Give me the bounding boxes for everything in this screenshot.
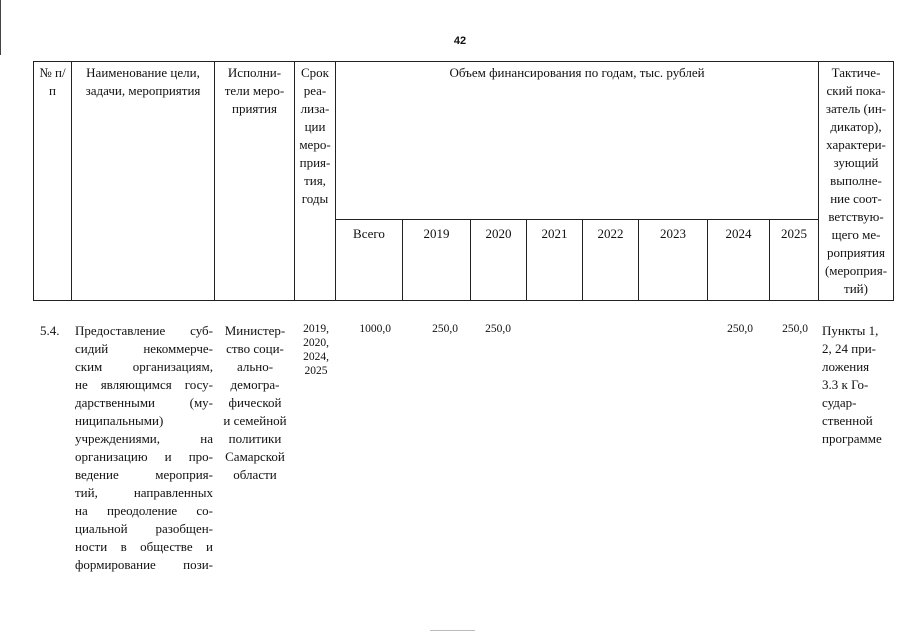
row-executor bbox=[215, 322, 295, 484]
row-name-line: ности в обществе и bbox=[75, 539, 213, 554]
row-executor-line: ально- bbox=[236, 359, 274, 374]
row-term-line: 2019, bbox=[303, 323, 329, 335]
row-executor-line: области bbox=[233, 467, 277, 482]
scan-edge-left bbox=[0, 0, 1, 55]
row-value-2019: 250,0 bbox=[432, 323, 458, 335]
scan-edge-bottom bbox=[430, 630, 475, 631]
row-term bbox=[297, 322, 335, 378]
row-term-line: 2024, bbox=[303, 351, 329, 363]
header-year-2024: 2024 bbox=[708, 220, 770, 301]
row-name-line: Предоставление суб- bbox=[75, 323, 213, 338]
row-name-line: не являющимся госу- bbox=[75, 377, 213, 392]
row-indicator-line: программе bbox=[822, 431, 882, 446]
header-year-2020: 2020 bbox=[471, 220, 527, 301]
row-name bbox=[75, 322, 213, 574]
row-indicator-line: судар- bbox=[822, 395, 857, 410]
row-value-2024: 250,0 bbox=[727, 323, 753, 335]
row-executor-line: ство соци- bbox=[226, 341, 284, 356]
row-name-line: циальной разобщен- bbox=[75, 521, 213, 536]
header-indicator: Тактиче-ский пока-затель (ин-дикатор), характери-зующий выполне-ние соот-ветствую-щего ме-роприятия (мероприя-тий) bbox=[819, 62, 894, 301]
header-table bbox=[33, 61, 894, 301]
row-name-line: учреждениями, на bbox=[75, 431, 213, 446]
row-executor-line: Министер- bbox=[224, 323, 286, 338]
row-value-2025: 250,0 bbox=[782, 323, 808, 335]
row-indicator bbox=[822, 322, 898, 448]
header-term: Срок реа-лиза-ции меро-прия-тия, годы bbox=[295, 62, 336, 301]
row-indicator-line: 3.3 к Го- bbox=[822, 377, 869, 392]
row-name-line: тий, направленных bbox=[75, 485, 213, 500]
row-name-line: на преодоление со- bbox=[75, 503, 213, 518]
header-year-2022: 2022 bbox=[583, 220, 639, 301]
row-name-line: дарственными (му- bbox=[75, 395, 213, 410]
header-year-2023: 2023 bbox=[639, 220, 708, 301]
row-term-line: 2025 bbox=[304, 365, 328, 377]
row-number: 5.4. bbox=[40, 323, 60, 338]
page-number: 42 bbox=[453, 35, 467, 47]
row-indicator-line: 2, 24 при- bbox=[822, 341, 876, 356]
row-executor-line: демогра- bbox=[230, 377, 280, 392]
row-name-line: формирование пози- bbox=[75, 557, 213, 572]
row-name-line: ским организациям, bbox=[75, 359, 213, 374]
row-name-line: сидий некоммерче- bbox=[75, 341, 213, 356]
row-executor-line: Самарской bbox=[225, 449, 285, 464]
header-year-2025: 2025 bbox=[770, 220, 819, 301]
row-name-line: организацию и про- bbox=[75, 449, 213, 464]
header-name: Наименование цели, задачи, мероприятия bbox=[72, 62, 215, 301]
header-funding: Объем финансирования по годам, тыс. рублей bbox=[336, 62, 819, 220]
header-year-total: Всего bbox=[336, 220, 403, 301]
row-executor-line: фической bbox=[228, 395, 282, 410]
header-no: № п/п bbox=[34, 62, 72, 301]
header-year-2019: 2019 bbox=[403, 220, 471, 301]
row-indicator-line: ственной bbox=[822, 413, 873, 428]
row-value-total: 1000,0 bbox=[359, 323, 391, 335]
row-executor-line: и семейной bbox=[223, 413, 287, 428]
header-executors: Исполни-тели меро-приятия bbox=[215, 62, 295, 301]
row-value-2020: 250,0 bbox=[485, 323, 511, 335]
row-name-line: ниципальными) bbox=[75, 413, 164, 428]
row-indicator-line: Пункты 1, bbox=[822, 323, 879, 338]
row-indicator-line: ложения bbox=[822, 359, 870, 374]
header-year-2021: 2021 bbox=[527, 220, 583, 301]
row-executor-line: политики bbox=[228, 431, 282, 446]
row-term-line: 2020, bbox=[303, 337, 329, 349]
row-name-line: ведение мероприя- bbox=[75, 467, 213, 482]
